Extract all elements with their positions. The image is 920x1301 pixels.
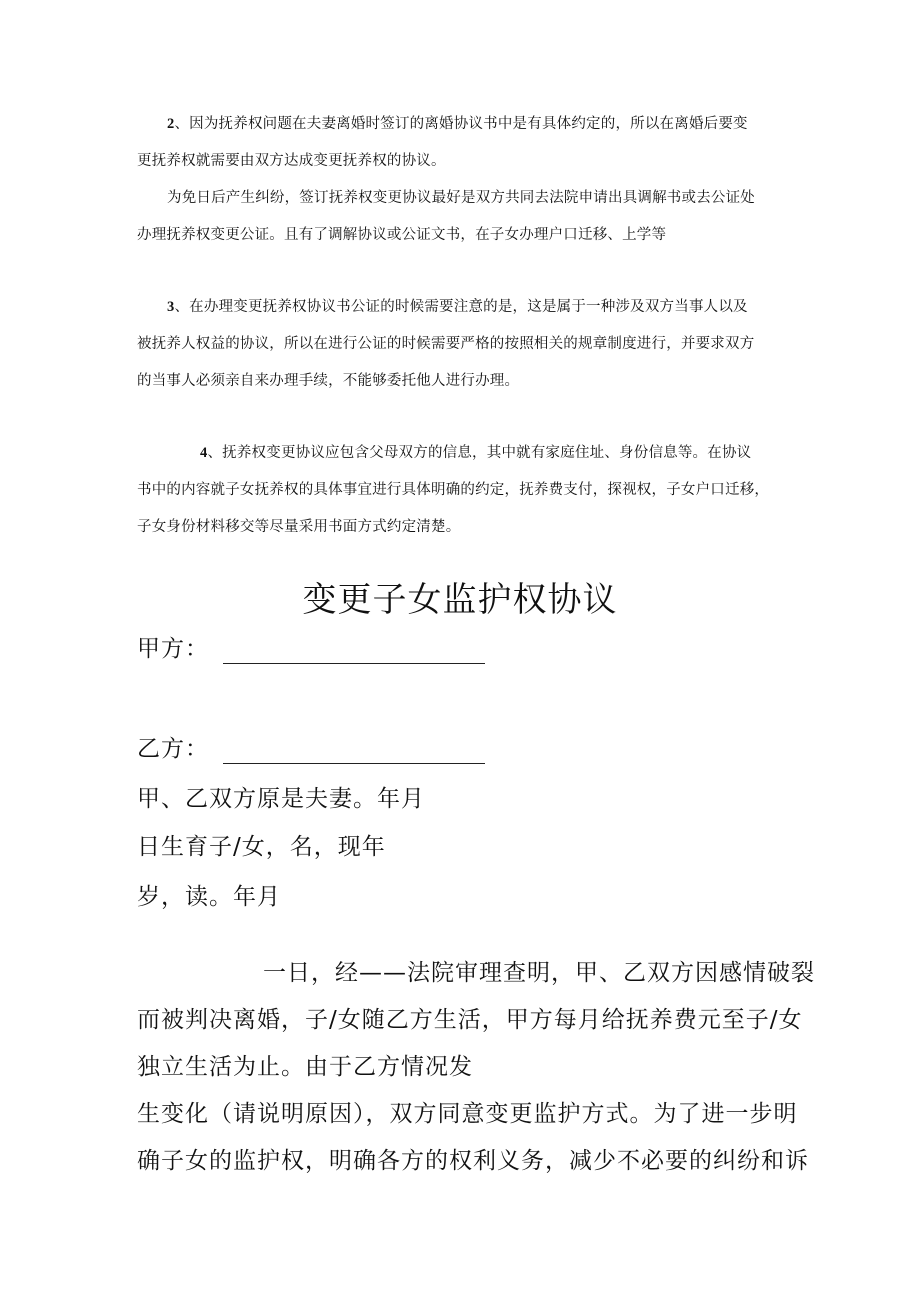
note-2-line-2: 更抚养权就需要由双方达成变更抚养权的协议。 bbox=[137, 153, 446, 169]
note-3-text: 、在办理变更抚养权协议书公证的时候需要注意的是，这是属于一种涉及双方当事人以及 bbox=[174, 299, 748, 315]
note-4-line-1 bbox=[137, 435, 787, 472]
party-a-row bbox=[137, 634, 485, 664]
note-4-line-2: 书中的内容就子女抚养权的具体事宜进行具体明确的约定，抚养费支付，探视权，子女户口迁移， bbox=[137, 482, 770, 498]
note-2-text: 、因为抚养权问题在夫妻离婚时签订的离婚协议书中是有具体约定的，所以在离婚后要变 bbox=[174, 116, 748, 132]
agreement-para-line-4: 生变化（请说明原因），双方同意变更监护方式。为了进一步明 bbox=[137, 1101, 798, 1127]
party-b-label: 乙方： bbox=[137, 736, 209, 762]
note-2b-line-1: 为免日后产生纠纷，签订抚养权变更协议最好是双方共同去法院申请出具调解书或去公证处 bbox=[167, 190, 755, 206]
agreement-para-line-3: 独立生活为止。由于乙方情况发 bbox=[137, 1054, 473, 1080]
agreement-line-3: 岁，读。年月 bbox=[137, 884, 281, 910]
note-4-number: 4 bbox=[200, 445, 208, 461]
party-a-label: 甲方： bbox=[137, 636, 209, 662]
note-4-text: 、抚养权变更协议应包含父母双方的信息，其中就有家庭住址、身份信息等。在协议 bbox=[207, 445, 752, 461]
agreement-para-line-5: 确子女的监护权，明确各方的权利义务，减少不必要的纠纷和诉 bbox=[137, 1148, 809, 1174]
agreement-title: 变更子女监护权协议 bbox=[302, 580, 618, 620]
agreement-line-2: 日生育子/女，名，现年 bbox=[137, 834, 386, 860]
note-2b-line-2: 办理抚养权变更公证。且有了调解协议或公证文书，在子女办理户口迁移、上学等 bbox=[137, 227, 667, 243]
note-3-line-2: 被抚养人权益的协议，所以在进行公证的时候需要严格的按照相关的规章制度进行，并要求双方 bbox=[137, 336, 755, 352]
party-b-blank[interactable] bbox=[223, 741, 485, 764]
agreement-line-1: 甲、乙双方原是夫妻。年月 bbox=[137, 786, 425, 812]
note-2-number: 2 bbox=[167, 116, 175, 132]
agreement-para-line-1: 一日，经——法院审理查明，甲、乙双方因感情破裂 bbox=[263, 960, 815, 986]
party-a-blank[interactable] bbox=[223, 641, 485, 664]
note-3-line-3: 的当事人必须亲自来办理手续，不能够委托他人进行办理。 bbox=[137, 373, 520, 389]
note-3-line-1 bbox=[137, 289, 787, 326]
note-4-line-3: 子女身份材料移交等尽量采用书面方式约定清楚。 bbox=[137, 519, 461, 535]
note-3-number: 3 bbox=[167, 299, 175, 315]
agreement-para-line-2: 而被判决离婚，子/女随乙方生活，甲方每月给抚养费元至子/女 bbox=[137, 1007, 803, 1033]
party-b-row bbox=[137, 734, 485, 764]
note-2-line-1 bbox=[137, 106, 787, 143]
